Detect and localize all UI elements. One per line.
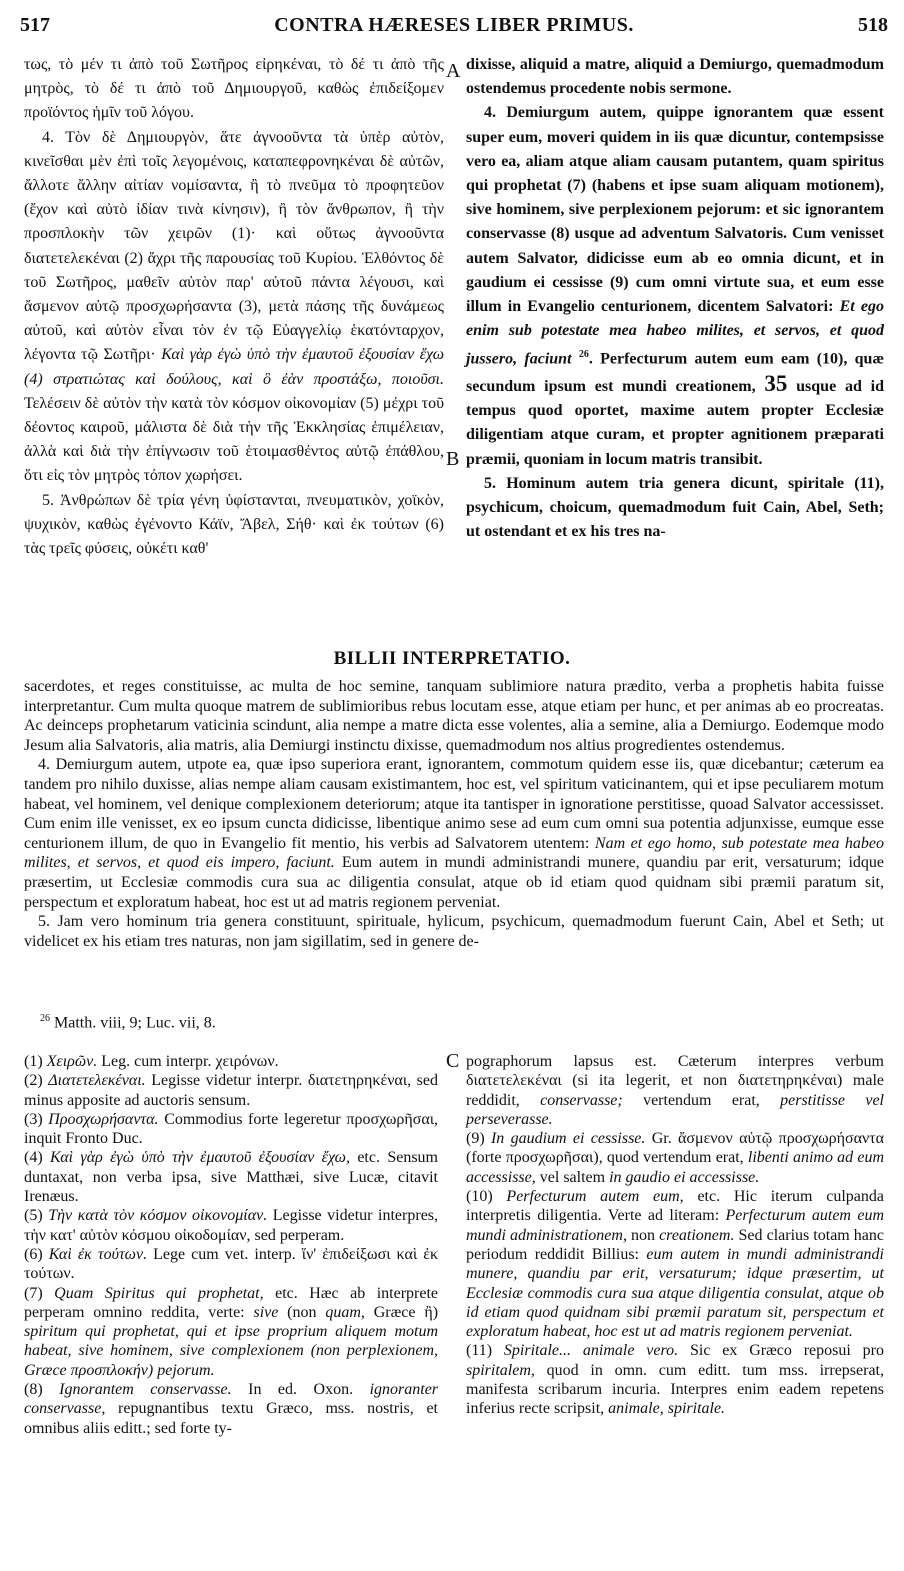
note-11: (11) Spiritale... animale vero. Sic ex Græco reposui pro spiritalem, quod in omn. cum editt. tum mss. irrepserat, manifesta scribarum incuria. Interpres enim eadem repetens inferius recte scripsit, animale, spiritale. <box>466 1342 885 1418</box>
latin-paragraph: dixisse, aliquid a matre, aliquid a Demiurgo, quemadmodum ostendemus procedente nobis sermone. <box>466 56 884 98</box>
page-number-right: 518 <box>858 14 888 36</box>
latin-paragraph-4: 4. Demiurgum autem, quippe ignorantem quæ essent super eum, moveri quidem in iis quæ dicuntur, contempsisse vero ea, aliam atque aliam causam putantem, quam spiritus qui prophetat (7) (habens et ipse suam aliquam motionem), sive hominem, sive perplexionem pejorum: et sic ignorantem conservasse (8) usque ad adventum Salvatoris. Cum venisset autem Salvator, didicisse eum ab eo omnia dicunt, et in gaudium ei cessisse (9) cum omni virtute sua, et eum esse illum in Evangelio centurionem, dicentem Salvatori: Et ego enim sub potestate mea habeo milites, et servos, et quod jussero, faciunt $^{26}$. Perfecturum autem eum eam (10), quæ secundum ipsum est mundi creationem, 35 usque ad id tempus quod oportet, maxime autem propter Ecclesiæ diligentiam atque curam, et propter agnitionem præparati præmii, quoniam in locum matris transibit. <box>466 104 885 468</box>
latin-quote: Et ego enim sub potestate mea habeo milites, et servos, et quod jussero, faciunt <box>466 298 885 368</box>
footnote-ref: 26 <box>578 349 589 361</box>
interpretatio-paragraph-5: 5. Jam vero hominum tria genera constituunt, spirituale, hylicum, psychicum, quemadmodum fuerunt Cain, Abel et Seth; ut videlicet ex his etiam tres naturas, non jam sigillatim, sed in genere de- <box>24 913 884 950</box>
interpretatio-text <box>24 677 884 951</box>
note-10: (10) Perfecturum autem eum, etc. Hic iterum culpanda interpretis diligentia. Verte ad literam: Perfecturum autem eum mundi administrationem, non creationem. Sed clarius totam hanc periodum reddidit Billius: eum autem in mundi administrandi munere, quandiu par erit, versaturum; idque præsertim, ut Ecclesiæ commodis cura sua atque diligentia consulat, atque ob id etiam quod quidnam sibi præmii paratum sit, perspectum et exploratum habeat, hoc est ut ad matris regionem perveniat. <box>466 1188 885 1341</box>
page-number-left: 517 <box>20 14 50 36</box>
running-header <box>14 8 894 38</box>
note-2: (2) Διατετελεκέναι. Legisse videtur interpr. διατετηρηκέναι, sed minus apposite ad auctoris sensum. <box>24 1072 439 1109</box>
footnote: $^{26}$ Matth. viii, 9; Luc. vii, 8. <box>40 1013 216 1032</box>
note-1: (1) Χειρῶν. Leg. cum interpr. χειρόνων. <box>24 1053 279 1070</box>
interpretatio-heading: BILLII INTERPRETATIO. <box>333 648 571 669</box>
greek-text-column <box>24 53 444 561</box>
note-6: (6) Καὶ ἐκ τούτων. Lege cum vet. interp. ἵν' ἐπιδείξωσι καὶ ἐκ τούτων. <box>24 1245 439 1283</box>
margin-letter-b: B <box>446 448 460 470</box>
notes-right-column <box>466 1052 884 1419</box>
note-8: (8) Ignorantem conservasse. In ed. Oxon. ignoranter conservasse, repugnantibus textu Græco, mss. nostris, et omnibus aliis editt.; sed forte ty- <box>24 1381 439 1437</box>
latin-paragraph-5: 5. Hominum autem tria genera dicunt, spiritale (11), psychicum, choicum, quemadmodum fuit Cain, Abel, Seth; ut ostendant et ex his tres na- <box>466 474 884 541</box>
margin-letter-a: A <box>446 60 461 82</box>
note-7: (7) Quam Spiritus qui prophetat, etc. Hæc ab interprete perperam omnino reddita, verte: sive (non quam, Græce ἢ) spiritum qui prophetat, qui et ipse proprium aliquem motum habeat, sive hominem, sive complexionem (non perplexionem, Græce προσπλοκήν) pejorum. <box>24 1284 439 1379</box>
column-number: 35 <box>764 370 788 396</box>
greek-paragraph-4: 4. Τὸν δὲ Δημιουργὸν, ἅτε ἀγνοοῦντα τὰ ὑπὲρ αὐτὸν, κινεῖσθαι μὲν ἐπὶ τοῖς λεγομένοις, καταπεφρονηκέναι δὲ αὐτῶν, ἄλλοτε ἄλλην αἰτίαν νομίσαντα, ἢ τὸ πνεῦμα τὸ προφητεῦον (ἔχον καὶ αὐτὸ ἰδίαν τινὰ κίνησιν), ἢ τὸν ἄνθρωπον, ἢ τὴν προσπλοκὴν τῶν χειρῶν (1)· καὶ οὕτως ἀγνοοῦντα διατετελεκέναι (2) ἄχρι τῆς παρουσίας τοῦ Κυρίου. Ἐλθόντος δὲ τοῦ Σωτῆρος, μαθεῖν αὐτὸν παρ' αὐτοῦ πάντα λέγουσι, καὶ ἄσμενον αὐτῷ προσχωρήσαντα (3), μετὰ πάσης τῆς δυνάμεως αὐτοῦ, καὶ αὐτὸν εἶναι τὸν ἐν τῷ Εὐαγγελίῳ ἑκατόνταρχον, λέγοντα τῷ Σωτῆρι· Καὶ γὰρ ἐγὼ ὑπὸ τὴν ἐμαυτοῦ ἐξουσίαν ἔχω (4) στρατιώτας καὶ δούλους, καὶ ὃ ἐὰν προστάξω, ποιοῦσι. Τελέσειν δὲ αὐτὸν τὴν κατὰ τὸν κόσμον οἰκονομίαν (5) μέχρι τοῦ δέοντος καιροῦ, μάλιστα δὲ διὰ τὴν τῆς Ἐκκλησίας ἐπιμέλειαν, ἀλλὰ καὶ διὰ τὴν ἐπίγνωσιν τοῦ ἑτοιμασθέντος αὐτῷ ἐπάθλου, ὅτι εἰς τὸν μητρὸς τόπον χωρήσει. <box>24 128 445 485</box>
greek-paragraph: τως, τὸ μέν τι ἀπὸ τοῦ Σωτῆρος εἰρηκέναι, τὸ δέ τι ἀπὸ τῆς μητρὸς, τὸ δέ τι ἀπὸ τοῦ Δημιουργοῦ, καθὼς ἐπιδείξομεν προϊόντος ἡμῖν τοῦ λόγου. <box>24 56 444 122</box>
margin-letter-c: C <box>446 1050 460 1072</box>
interpretatio-paragraph-4: 4. Demiurgum autem, utpote ea, quæ ipso superiora erant, ignorantem, commotum quidem esse iis, quæ dicebantur; cæterum ea tandem pro nihilo duxisse, alias nempe aliam causam existimantem, hoc est, vel spiritum vaticinantem, qui et ipse peculiarem motum habeat, vel hominem, vel denique complexionem deteriorum; atque ita tantisper in ignoratione perstitisse, quoad Salvator accessisset. Cum enim ille venisset, ex eo ipsum cuncta didicisse, libentique animo sese ad eum cum omni sua potentia adjunxisse, eumque esse centurionem illum, de quo in Evangelio fit mentio, his verbis ad Salvatorem utentem: Nam et ego homo, sub potestate mea habeo milites, et servos, et quod eis impero, faciunt. Eum autem in mundi administrandi munere, quandiu par erit, versaturum; idque præsertim, ut Ecclesiæ commodis cura sua ac diligentia consulat, atque ob id etiam quod quidnam sibi præmii paratum sit, perspectum et exploratum habeat, hoc est ut ad matris regionem perveniat. <box>24 756 885 911</box>
note-5: (5) Τὴν κατὰ τὸν κόσμον οἰκονομίαν. Legisse videtur interpres, τὴν κατ' αὐτὸν κόσμου οἰκοδομίαν, sed perperam. <box>24 1207 439 1244</box>
notes-left-column <box>24 1052 438 1438</box>
note-8-continued: pographorum lapsus est. Cæterum interpres verbum διατετελεκέναι (si ita legerit, et non διατετηρηκέναι) male reddidit, conservasse; vertendum erat, perstitisse vel perseverasse. <box>466 1053 884 1128</box>
greek-paragraph-5: 5. Ἀνθρώπων δὲ τρία γένη ὑφίστανται, πνευματικὸν, χοϊκὸν, ψυχικὸν, καθὼς ἐγένοντο Κάϊν, Ἄβελ, Σήθ· καὶ ἐκ τούτων (6) τὰς τρεῖς φύσεις, οὐκέτι καθ' <box>24 491 444 558</box>
note-9: (9) In gaudium ei cessisse. Gr. ἄσμενον αὐτῷ προσχωρήσαντα (forte προσχωρῆσαι), quod vertendum erat, libenti animo ad eum accessisse, vel saltem in gaudio ei accessisse. <box>466 1130 885 1186</box>
interpretatio-paragraph: sacerdotes, et reges constituisse, ac multa de hoc semine, tanquam sublimiore natura prædito, verba a prophetis habita fuisse interpretantur. Cum multa quoque matrem de sublimioribus rebus locutam esse, atque etiam per hunc, et per animas ab eo procreatas. Ac deinceps prophetarum vaticinia scindunt, alia nempe a matre dicta esse volentes, alia a semine, alia a Demiurgo. Eodemque modo Jesum alia Salvatoris, alia matris, alia Demiurgi instinctu dixisse, quemadmodum nos altius progredientes ostendemus. <box>24 678 884 754</box>
interpretatio-quote: Nam et ego homo, sub potestate mea habeo milites, et servos, et quod eis impero, faciunt. <box>24 834 885 872</box>
note-3: (3) Προσχωρήσαντα. Commodius forte legeretur προσχωρῆσαι, inquit Fronto Duc. <box>24 1110 439 1148</box>
greek-quote: Καὶ γὰρ ἐγὼ ὑπὸ τὴν ἐμαυτοῦ ἐξουσίαν ἔχω (4) στρατιώτας καὶ δούλους, καὶ ὃ ἐὰν προστάξω, ποιοῦσι. <box>24 346 445 388</box>
latin-text-column <box>466 53 884 544</box>
note-4: (4) Καὶ γὰρ ἐγὼ ὑπὸ τὴν ἐμαυτοῦ ἐξουσίαν ἔχω, etc. Sensum duntaxat, non verba ipsa, sive Matthæi, sive Lucæ, citavit Irenæus. <box>24 1149 438 1206</box>
running-title: CONTRA HÆRESES LIBER PRIMUS. <box>274 14 634 36</box>
footnote-marker: 26 <box>40 1013 50 1024</box>
